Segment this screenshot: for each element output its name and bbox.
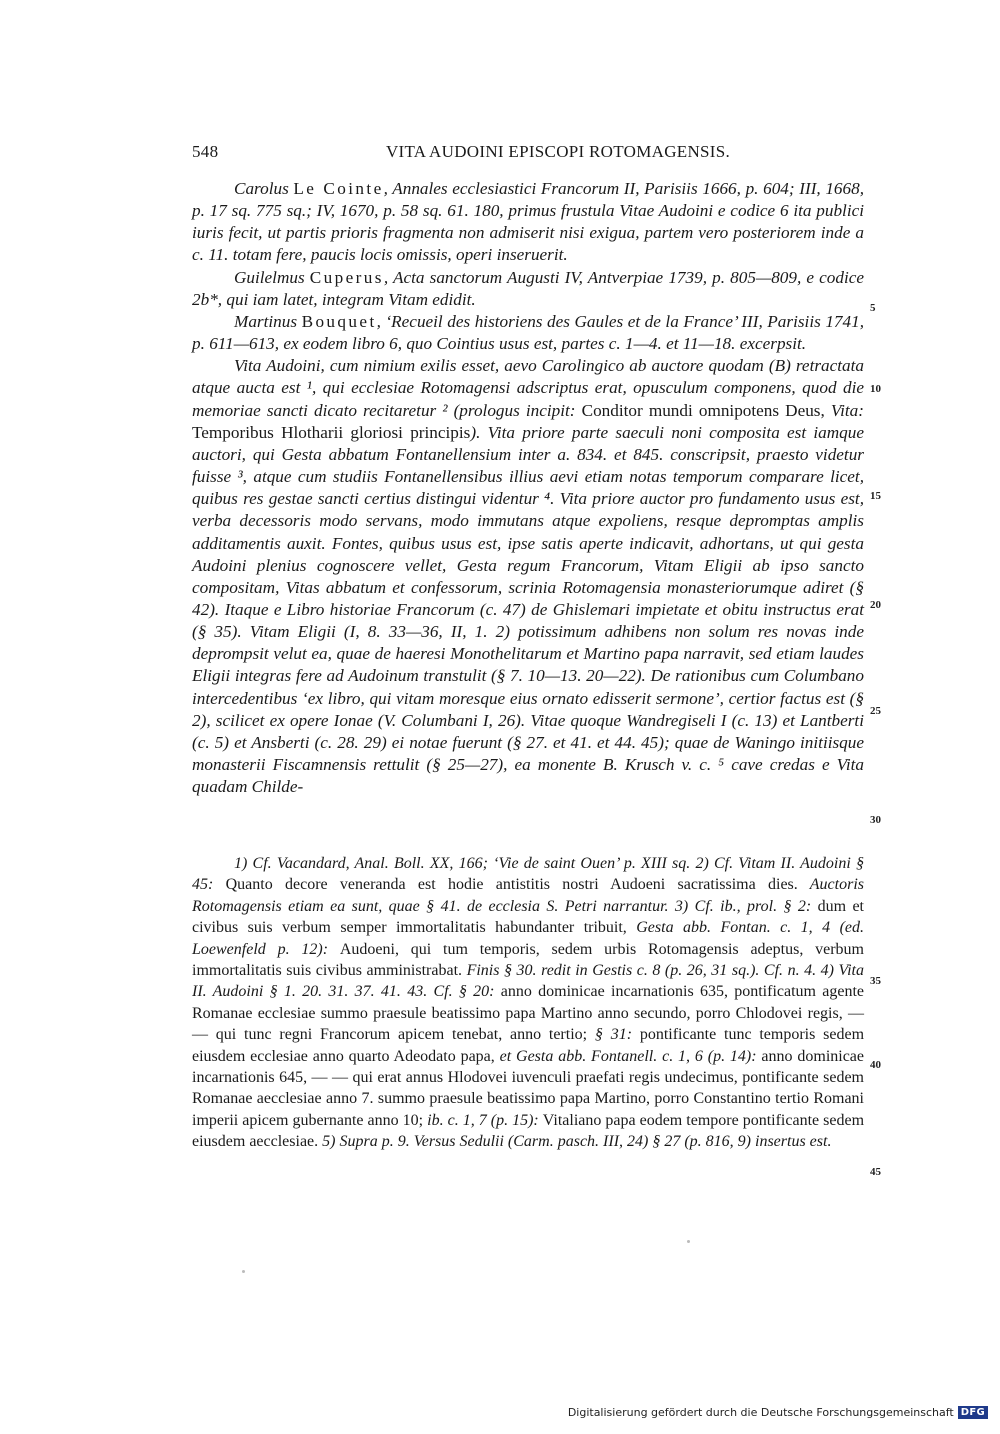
line-number: 5 bbox=[870, 302, 876, 314]
line-number: 10 bbox=[870, 383, 881, 395]
scan-speck bbox=[242, 1270, 245, 1273]
text-span: , Acta sanctorum Augusti IV, Antverpiae 1739, p. 805—809, e codice 2b*, qui iam latet, integram Vitam edidit. bbox=[192, 267, 865, 309]
main-text bbox=[192, 178, 864, 798]
line-number: 25 bbox=[870, 705, 881, 717]
note-quotation: anno dominicae incarnationis 635, pontificatum agente Romanae ecclesiae summo praesule beatissimo papa Martino anno secundo, porro Chlodovei regis, — — qui tunc regni Francorum apicem tenebat, anno tertio; bbox=[192, 983, 865, 1044]
paragraph-cuperus bbox=[192, 267, 864, 311]
quotation: Temporibus Hlotharii gloriosi principis bbox=[192, 422, 471, 442]
note-quotation: anno dominicae incarnationis 645, — — qui erat annus Hlodovei iuvenculi praefati regis undecimus, pontificante sedem Romanae aecclesiae anno 7. summo praesule beatissimo papa Martino, porro Constantino tertio Romani imperii apicem gubernante anno 10; bbox=[192, 1047, 865, 1129]
running-title: VITA AUDOINI EPISCOPI ROTOMAGENSIS. bbox=[385, 142, 731, 161]
digitization-credit bbox=[568, 1404, 988, 1420]
line-number: 35 bbox=[870, 975, 881, 987]
text-span: Guilelmus bbox=[234, 267, 310, 287]
note-text: 5) Supra p. 9. Versus Sedulii (Carm. pasch. III, 24) § 27 (p. 816, 9) insertus est. bbox=[318, 1133, 832, 1151]
note-text: ib. c. 1, 7 (p. 15): bbox=[423, 1111, 543, 1129]
note-text: Finis § 30. redit in Gestis c. 8 (p. 26, 31 sq.). Cf. n. 4. 4) Vita II. Audoini § 1. 20. 31. 37. 41. 43. Cf. § 20: bbox=[192, 962, 864, 1001]
paragraph-vita-audoini bbox=[192, 355, 864, 798]
line-number: 15 bbox=[870, 490, 881, 502]
line-number: 20 bbox=[870, 599, 881, 611]
page-header bbox=[192, 142, 864, 168]
author-name: Cuperus bbox=[309, 267, 384, 287]
text-span: ). Vita priore parte saeculi noni composita est iamque auctori, qui Gesta abbatum Fontanellensium inter a. 834. et 845. conscripsit, praesto videtur fuisse ³, atque cum studiis Fontanellensibus illius aevi etiam notas temporum comparare licet, quibus res gestae sancti certius distingui videntur ⁴. Vita priore auctor pro fundamento usus est, verba decessoris modo servans, modo immutans atque expoliens, resque depromptas amplis additamentis auxit. Fontes, quibus usus est, ipse satis aperte indicavit, adhortans, ut qui gesta Audoini plenius cognoscere vellet, Gesta regum Francorum, Vitam Eligii ab ipso sancto compositam, Vitas abbatum et confessorum, scrinia Rotomagensia monasteriorumque adiret (§ 42). Itaque e Libro historiae Francorum (c. 47) de Ghislemari impietate et obitu instructus erat (§ 35). Vitam Eligii (I, 8. 33—36, II, 1. 2) potissimum adhibens non solum res novas inde deprompsit velut ea, quae de haeresi Monothelitarum et Martino papa narravit, sed etiam laudes Eligii integras fere ad Audoinum transtulit (§ 7. 10—13. 20—22). De rationibus cum Columbano intercedentibus ‘ex libro, qui vitam moresque eius ornato edisserit sermone’, certior factus est (§ 2), scilicet ex opere Ionae (V. Columbani I, 26). Vitae quoque Wandregiseli I (c. 13) et Lantberti (c. 5) et Ansberti (c. 28. 29) ei notae fuerunt (§ 27. et 41. et 44. 45); quae de Waningo initiisque monasterii Fiscamnensis rettulit (§ 25—27), ea monente B. Krusch v. c. ⁵ cave credas e Vita quadam Childe- bbox=[192, 422, 864, 797]
note-quotation: dum et civibus suis verbum semper immortalitatis habundanter tribuit, bbox=[192, 897, 864, 937]
quotation: Conditor mundi omnipotens Deus, bbox=[581, 400, 825, 420]
scan-speck bbox=[687, 1240, 690, 1243]
note-text: § 31: bbox=[587, 1026, 640, 1044]
credit-text: Digitalisierung gefördert durch die Deutsche Forschungsgemeinschaft bbox=[567, 1405, 954, 1419]
author-name: Bouquet bbox=[301, 311, 377, 331]
line-number: 40 bbox=[870, 1059, 881, 1071]
note-quotation: Audoeni, qui tum temporis, sedem urbis Rotomagensis adeptus, verbum immortalitatis suis civibus amministrabat. bbox=[192, 940, 865, 980]
footnotes bbox=[192, 853, 864, 1153]
paragraph-bouquet bbox=[192, 311, 864, 355]
note-text: et Gesta abb. Fontanell. c. 1, 6 (p. 14): bbox=[494, 1047, 762, 1065]
text-span: Vita Audoini, cum nimium exilis esset, aevo Carolingico ab auctore quodam (B) retractata atque aucta est ¹, qui ecclesiae Rotomagensi adscriptus erat, opusculum componens, quod die memoriae sancti dicato recitaretur ² (prologus incipit: bbox=[192, 356, 864, 420]
note-text: 1) Cf. Vacandard, Anal. Boll. XX, 166; ‘Vie de saint Ouen’ p. XIII sq. 2) Cf. Vitam II. Audoini § 45: bbox=[192, 855, 864, 894]
line-number: 30 bbox=[870, 814, 881, 826]
footnote-block bbox=[192, 853, 864, 1153]
note-quotation: Quanto decore veneranda est hodie antistitis nostri Audoeni sacratissima dies. bbox=[225, 876, 798, 894]
author-name: Le Cointe bbox=[293, 179, 384, 198]
text-span: , Annales ecclesiastici Francorum II, Parisiis 1666, p. 604; III, 1668, p. 17 sq. 775 sq.; IV, 1670, p. 58 sq. 61. 180, primus frustula Vitae Audoini e codice 6 ita publici iuris fecit, ut partis prioris fragmenta non admiserit nisi exigua, partem vero posteriorem inde a c. 11. totam fere, paucis locis omissis, operi inseruerit. bbox=[192, 179, 865, 265]
text-span: Carolus bbox=[234, 179, 294, 198]
paragraph-le-cointe bbox=[192, 178, 864, 267]
dfg-logo-icon: DFG bbox=[958, 1406, 988, 1419]
page-number: 548 bbox=[192, 142, 219, 161]
note-quotation: Vitaliano papa eodem tempore pontificante sedem eiusdem aecclesiae. bbox=[192, 1111, 865, 1151]
note-quotation: pontificante tunc temporis sedem eiusdem ecclesiae anno quarto Adeodato papa, bbox=[192, 1026, 865, 1065]
note-text: Auctoris Rotomagensis etiam ea sunt, quae § 41. de ecclesia S. Petri narrantur. 3) Cf. ib., prol. § 2: bbox=[192, 876, 864, 915]
note-text: Gesta abb. Fontan. c. 1, 4 (ed. Loewenfeld p. 12): bbox=[192, 919, 864, 958]
text-span: Vita: bbox=[824, 400, 864, 420]
text-span: , ‘Recueil des historiens des Gaules et de la France’ III, Parisiis 1741, p. 611—613, ex eodem libro 6, quo Cointius usus est, partes c. 1—4. et 11—18. excerpsit. bbox=[192, 311, 865, 354]
line-number: 45 bbox=[870, 1166, 881, 1178]
text-span: Martinus bbox=[234, 311, 302, 331]
